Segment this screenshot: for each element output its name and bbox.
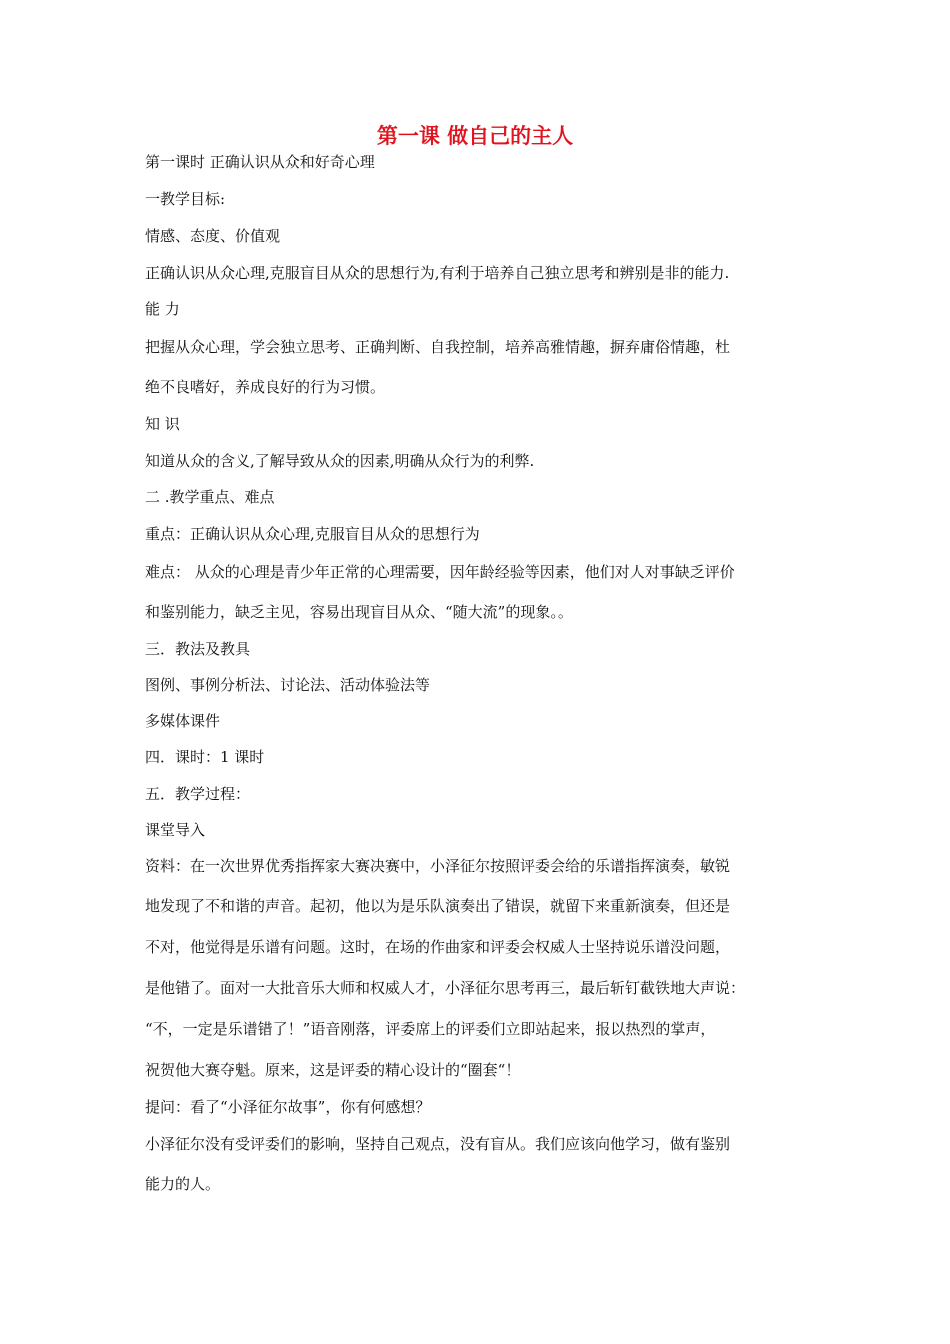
heading-ability: 能 力 — [145, 300, 180, 318]
paragraph-line: “不，一定是乐谱错了！”语音刚落，评委席上的评委们立即站起来，报以热烈的掌声， — [145, 1020, 716, 1038]
heading-emotion-attitude: 情感、态度、价值观 — [145, 227, 281, 245]
subtitle-lesson-period: 第一课时 正确认识从众和好奇心理 — [145, 153, 375, 171]
paragraph-line: 不对，他觉得是乐谱有问题。这时，在场的作曲家和评委会权威人士坚持说乐谱没问题， — [145, 938, 731, 956]
paragraph-line: 提问：看了“小泽征尔故事”，你有何感想？ — [145, 1098, 431, 1116]
heading-introduction: 课堂导入 — [145, 821, 206, 839]
heading-objectives: 一教学目标: — [145, 190, 226, 208]
lesson-title: 第一课 做自己的主人 — [376, 124, 574, 148]
paragraph-line: 资料：在一次世界优秀指挥家大赛决赛中，小泽征尔按照评委会给的乐谱指挥演奏，敏锐 — [145, 857, 731, 875]
paragraph-line: 把握从众心理，学会独立思考、正确判断、自我控制，培养高雅情趣，摒弃庸俗情趣，杜 — [145, 338, 731, 356]
heading-periods: 四．课时：1 课时 — [145, 748, 265, 766]
paragraph-line: 难点： 从众的心理是青少年正常的心理需要，因年龄经验等因素，他们对人对事缺乏评价 — [145, 563, 735, 581]
paragraph-line: 绝不良嗜好，养成良好的行为习惯。 — [145, 378, 386, 396]
paragraph-line: 知道从众的含义,了解导致从众的因素,明确从众行为的利弊. — [145, 452, 535, 470]
paragraph-line: 是他错了。面对一大批音乐大师和权威人才，小泽征尔思考再三，最后斩钉截铁地大声说： — [145, 979, 746, 997]
paragraph-line: 多媒体课件 — [145, 712, 221, 730]
paragraph-line: 图例、事例分析法、讨论法、活动体验法等 — [145, 676, 431, 694]
paragraph-line: 祝贺他大赛夺魁。原来，这是评委的精心设计的“圈套“！ — [145, 1061, 521, 1079]
heading-key-points: 二 .教学重点、难点 — [145, 488, 275, 506]
paragraph-line: 和鉴别能力，缺乏主见，容易出现盲目从众、“随大流”的现象。。 — [145, 603, 573, 621]
paragraph-line: 地发现了不和谐的声音。起初，他以为是乐队演奏出了错误，就留下来重新演奏，但还是 — [145, 897, 731, 915]
paragraph-line: 重点：正确认识从众心理,克服盲目从众的思想行为 — [145, 525, 480, 543]
paragraph-line: 小泽征尔没有受评委们的影响，坚持自己观点，没有盲从。我们应该向他学习，做有鉴别 — [145, 1135, 731, 1153]
paragraph-line: 能力的人。 — [145, 1175, 221, 1193]
heading-knowledge: 知 识 — [145, 415, 180, 433]
heading-process: 五．教学过程： — [145, 785, 251, 803]
heading-methods: 三．教法及教具 — [145, 640, 251, 658]
paragraph-line: 正确认识从众心理,克服盲目从众的思想行为,有利于培养自己独立思考和辨别是非的能力. — [145, 264, 730, 282]
